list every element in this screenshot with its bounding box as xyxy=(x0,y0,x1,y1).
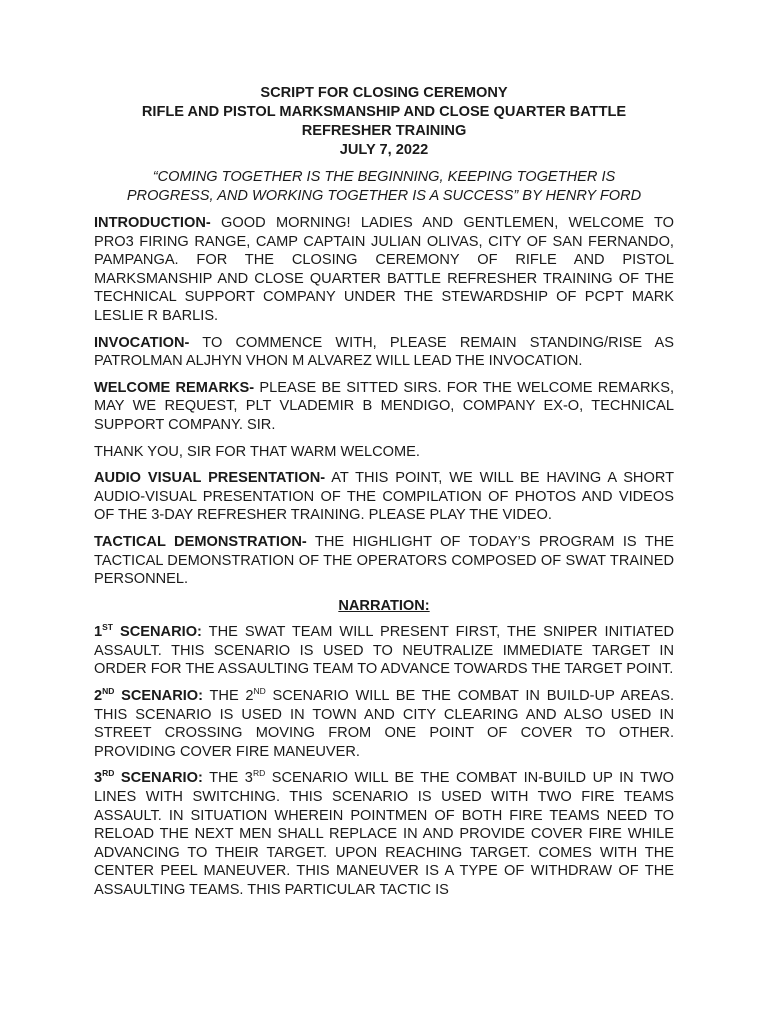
scenario-3-text-start: THE 3 xyxy=(202,770,253,787)
invocation-paragraph xyxy=(94,334,674,371)
scenario-2-text-start: THE 2 xyxy=(203,688,254,705)
scenario-2-ordinal: ND xyxy=(102,686,115,697)
scenario-1-paragraph xyxy=(94,623,674,679)
scenario-3-paragraph xyxy=(94,769,674,899)
title-date: JULY 7, 2022 xyxy=(339,142,429,158)
tactical-demonstration-label: TACTICAL DEMONSTRATION- xyxy=(94,533,307,550)
tactical-demonstration-paragraph xyxy=(94,533,674,589)
quote-line-2: PROGRESS, AND WORKING TOGETHER IS A SUCCESS” BY HENRY FORD xyxy=(126,188,642,204)
avp-label: AUDIO VISUAL PRESENTATION- xyxy=(94,470,326,487)
scenario-2-number: 2 xyxy=(94,688,103,705)
avp-paragraph xyxy=(94,469,674,525)
title-line-2: RIFLE AND PISTOL MARKSMANSHIP AND CLOSE QUARTER BATTLE xyxy=(141,104,627,120)
scenario-2-text-rest: SCENARIO WILL BE THE COMBAT IN BUILD-UP AREAS. THIS SCENARIO IS USED IN TOWN AND CITY CLEARING AND ALSO USED IN STREET CROSSING MOVING FROM ONE POINT OF COVER TO OTHER. PROVIDING COVER FIRE MANEUVER. xyxy=(94,688,675,760)
scenario-2-label xyxy=(94,688,203,704)
document-title xyxy=(94,84,674,160)
scenario-1-number: 1 xyxy=(94,624,103,641)
scenario-2-text-ordinal: ND xyxy=(253,686,266,697)
narration-heading: NARRATION: xyxy=(338,597,430,614)
title-line-3: REFRESHER TRAINING xyxy=(301,123,467,139)
thank-you-paragraph: THANK YOU, SIR FOR THAT WARM WELCOME. xyxy=(94,443,420,460)
quote-line-1: “COMING TOGETHER IS THE BEGINNING, KEEPING TOGETHER IS xyxy=(152,169,616,185)
scenario-1-ordinal: ST xyxy=(102,622,113,633)
invocation-text: TO COMMENCE WITH, PLEASE REMAIN STANDING/RISE AS PATROLMAN ALJHYN VHON M ALVAREZ WILL LEAD THE INVOCATION. xyxy=(94,334,674,370)
introduction-paragraph xyxy=(94,214,674,326)
invocation-label: INVOCATION- xyxy=(94,334,190,351)
opening-quote xyxy=(94,168,674,206)
welcome-remarks-text: PLEASE BE SITTED SIRS. FOR THE WELCOME REMARKS, MAY WE REQUEST, PLT VLADEMIR B MENDIGO, COMPANY EX-O, TECHNICAL SUPPORT COMPANY. SIR. xyxy=(94,379,675,433)
scenario-3-label-text: SCENARIO: xyxy=(114,770,203,787)
scenario-3-ordinal: RD xyxy=(102,768,115,779)
scenario-2-paragraph xyxy=(94,687,674,761)
introduction-label: INTRODUCTION- xyxy=(94,215,211,231)
tactical-demonstration-text: THE HIGHLIGHT OF TODAY’S PROGRAM IS THE TACTICAL DEMONSTRATION OF THE OPERATORS COMPOSED OF SWAT TRAINED PERSONNEL. xyxy=(94,533,674,588)
scenario-1-label xyxy=(94,624,202,640)
scenario-3-label xyxy=(94,770,203,786)
title-line-1: SCRIPT FOR CLOSING CEREMONY xyxy=(260,85,508,101)
avp-text: AT THIS POINT, WE WILL BE HAVING A SHORT AUDIO-VISUAL PRESENTATION OF THE COMPILATION OF PHOTOS AND VIDEOS OF THE 3-DAY REFRESHER TRAINING. PLEASE PLAY THE VIDEO. xyxy=(94,470,675,524)
scenario-1-label-text: SCENARIO: xyxy=(113,624,202,641)
scenario-3-number: 3 xyxy=(94,770,103,787)
welcome-remarks-label: WELCOME REMARKS- xyxy=(94,379,255,396)
scenario-3-text-ordinal: RD xyxy=(252,768,266,779)
welcome-remarks-paragraph xyxy=(94,379,674,435)
scenario-1-text: THE SWAT TEAM WILL PRESENT FIRST, THE SNIPER INITIATED ASSAULT. THIS SCENARIO IS USED TO NEUTRALIZE IMMEDIATE TARGET IN ORDER FOR THE ASSAULTING TEAM TO ADVANCE TOWARDS THE TARGET POINT. xyxy=(94,624,674,678)
scenario-2-label-text: SCENARIO: xyxy=(114,688,204,705)
introduction-text: GOOD MORNING! LADIES AND GENTLEMEN, WELCOME TO PRO3 FIRING RANGE, CAMP CAPTAIN JULIAN OLIVAS, CITY OF SAN FERNANDO, PAMPANGA. FOR THE CLOSING CEREMONY OF RIFLE AND PISTOL MARKSMANSHIP AND CLOSE QUARTER BATTLE REFRESHER TRAINING OF THE TECHNICAL SUPPORT COMPANY UNDER THE STEWARDSHIP OF PCPT MARK LESLIE R BARLIS. xyxy=(94,215,674,324)
scenario-3-text-rest: SCENARIO WILL BE THE COMBAT IN-BUILD UP IN TWO LINES WITH SWITCHING. THIS SCENARIO IS USED WITH TWO FIRE TEAMS ASSAULT. IN SITUATION WHEREIN POINTMEN OF BOTH FIRE TEAMS NEED TO RELOAD THE NEXT MEN SHALL REPLACE IN AND PROVIDE COVER FIRE WHILE ADVANCING TO THEIR TARGET. UPON REACHING TARGET. COMES WITH THE CENTER PEEL MANEUVER. THIS MANEUVER IS A TYPE OF WITHDRAW OF THE ASSAULTING TEAMS. THIS PARTICULAR TACTIC IS xyxy=(94,770,674,898)
